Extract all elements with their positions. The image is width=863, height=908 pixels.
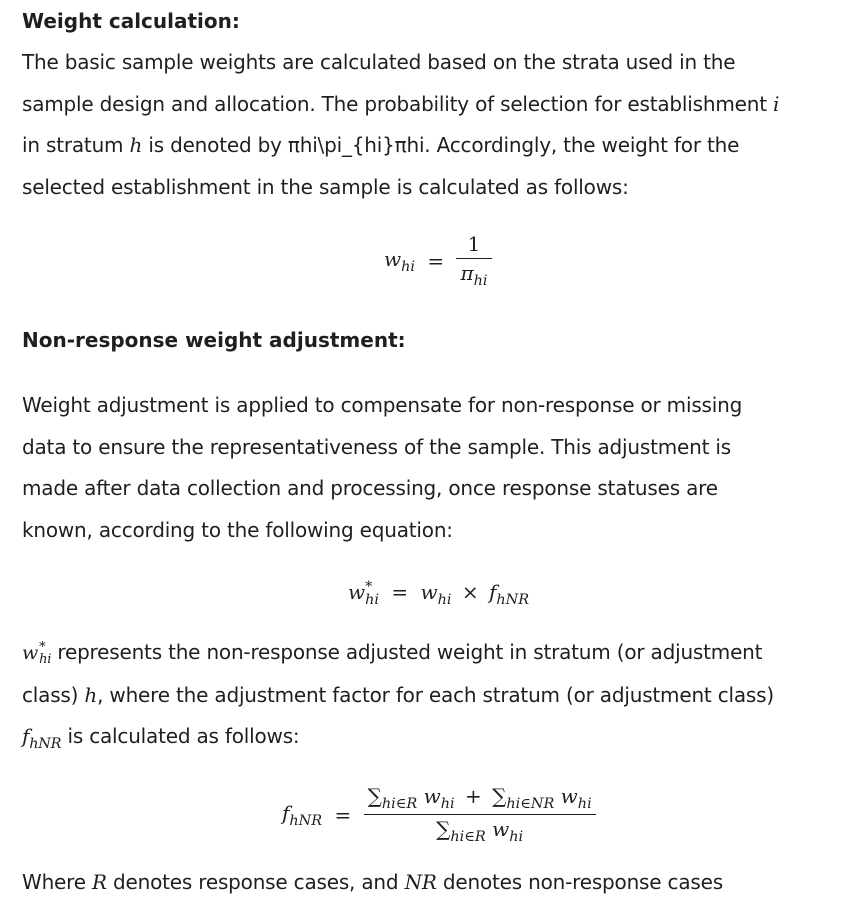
math-variable: w <box>423 784 441 808</box>
math-subscript: hi <box>473 273 488 290</box>
paragraph-line <box>22 167 858 209</box>
math-subscript: hi∈R <box>450 829 486 846</box>
text-span: denotes response cases, and <box>106 870 405 894</box>
equation-lhs <box>282 800 323 829</box>
text-span: Where <box>22 870 93 894</box>
text-span: , where the adjustment factor for each stratum (or adjustment class) <box>97 682 774 707</box>
math-subscript: hi∈NR <box>506 796 555 813</box>
math-subscript: hi <box>39 651 52 667</box>
text-span: is denoted by πhi\pi_{hi}πhi. Accordingly, the weight for the <box>142 133 740 157</box>
math-variable: i <box>773 91 780 116</box>
fraction-numerator <box>364 784 596 815</box>
paragraph-line <box>22 42 858 84</box>
equation-adjusted-weight <box>348 580 529 608</box>
math-variable: w <box>420 580 438 604</box>
fraction-denominator <box>456 259 491 289</box>
paragraph-line <box>22 385 858 427</box>
math-subscript: hi <box>437 592 452 609</box>
sum-symbol: ∑ <box>492 784 507 808</box>
paragraph-line <box>22 125 858 167</box>
text-span: known, according to the following equation: <box>22 517 453 542</box>
weight-calculation-heading: Weight calculation: <box>22 9 240 33</box>
paragraph-line <box>22 862 858 904</box>
math-variable: w <box>560 784 578 808</box>
math-subscript: hi <box>401 258 415 275</box>
text-span: sample design and allocation. The probability of selection for establishment <box>22 91 773 116</box>
fraction-denominator <box>364 815 596 845</box>
math-subscript: hi <box>577 796 592 813</box>
equals-sign: = <box>391 580 409 604</box>
text-span: Weight adjustment is applied to compensate for non-response or missing <box>22 393 743 417</box>
sum-symbol: ∑ <box>436 817 451 842</box>
math-subscript: hNR <box>496 592 530 609</box>
math-variable: w <box>348 580 366 604</box>
text-span: The basic sample weights are calculated based on the strata used in the <box>22 50 736 74</box>
math-subscript: hi∈R <box>381 796 418 813</box>
math-variable: w <box>22 642 39 664</box>
math-variable: h <box>129 133 143 157</box>
definitions-paragraph <box>22 862 858 904</box>
math-supsub <box>39 639 52 667</box>
sum-symbol: ∑ <box>367 784 382 808</box>
text-span: selected establishment in the sample is calculated as follows: <box>22 174 629 199</box>
math-supsub <box>365 578 379 608</box>
weight-calculation-paragraph <box>22 42 858 208</box>
text-span: represents the non-response adjusted weight in stratum (or adjustment <box>51 640 763 664</box>
plus-sign: + <box>464 784 482 808</box>
text-span: denotes non-response cases <box>436 870 723 894</box>
math-variable: π <box>460 261 474 285</box>
math-subscript: hi <box>440 796 455 813</box>
math-variable: f <box>282 800 290 825</box>
math-variable: R <box>92 870 107 894</box>
paragraph-line <box>22 427 858 469</box>
text-span: is calculated as follows: <box>61 724 300 748</box>
math-subscript: hNR <box>29 736 62 753</box>
fraction <box>456 232 491 289</box>
paragraph-line <box>22 632 858 675</box>
non-response-heading: Non-response weight adjustment: <box>22 328 406 352</box>
math-variable: w <box>492 817 510 842</box>
equation-adjustment-factor <box>282 784 596 845</box>
paragraph-line <box>22 84 858 126</box>
adjusted-weight-paragraph <box>22 632 858 766</box>
paragraph-line <box>22 716 858 766</box>
paragraph-line <box>22 510 858 552</box>
math-superscript: * <box>39 639 46 655</box>
non-response-paragraph <box>22 385 858 551</box>
math-subscript: hi <box>365 591 379 608</box>
paragraph-line <box>22 675 858 717</box>
text-span: made after data collection and processing, once response statuses are <box>22 476 718 500</box>
text-span: in stratum <box>22 133 130 157</box>
equation-lhs <box>384 246 415 275</box>
text-span: class) <box>22 682 85 707</box>
math-subscript: hi <box>509 829 524 846</box>
equals-sign: = <box>427 248 445 273</box>
text-span: data to ensure the representativeness of the sample. This adjustment is <box>22 434 731 459</box>
paragraph-line <box>22 468 858 510</box>
math-variable: w <box>384 246 402 271</box>
math-subscript: hNR <box>289 812 323 829</box>
times-sign: × <box>461 580 479 604</box>
math-variable: h <box>84 682 98 707</box>
math-variable: f <box>22 724 30 748</box>
equals-sign: = <box>334 802 352 827</box>
math-variable: f <box>488 580 497 604</box>
equation-basic-weight <box>384 232 492 289</box>
fraction <box>364 784 596 845</box>
math-variable: NR <box>404 870 437 894</box>
math-superscript: * <box>365 578 373 595</box>
fraction-numerator: 1 <box>456 232 491 259</box>
